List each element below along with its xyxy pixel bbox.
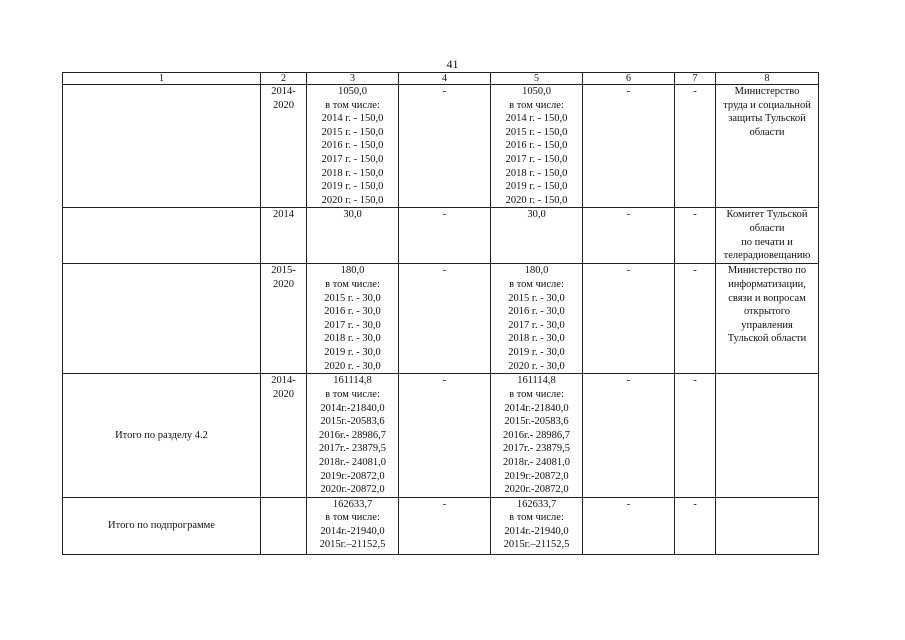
table-row — [63, 208, 819, 264]
cell-line: 2016г.- 28986,7 — [503, 429, 570, 441]
cell-line: по печати и — [741, 236, 793, 248]
cell-line: в том числе: — [509, 99, 564, 111]
cell-line: 2019 г. - 30,0 — [508, 346, 565, 358]
dash-value: - — [442, 86, 447, 97]
cell-line: 2019г.-20872,0 — [504, 470, 569, 482]
amount-cell — [307, 208, 399, 264]
dash-value: - — [626, 265, 631, 277]
cell-line: телерадиовещанию — [723, 250, 811, 262]
cell-line: 1050,0 — [338, 86, 367, 97]
cell-line: 2018г.- 24081,0 — [503, 456, 570, 468]
amount-cell — [491, 374, 583, 497]
cell-line: 2015 г. - 150,0 — [321, 126, 384, 138]
cell-line: Министерство по — [727, 265, 807, 277]
header-cell: 8 — [716, 73, 819, 85]
dash-value: - — [442, 209, 447, 221]
col4-cell — [399, 208, 491, 264]
cell-line: области — [749, 126, 785, 138]
cell-line: 2017г.- 23879,5 — [319, 443, 386, 455]
dash-value: - — [693, 86, 697, 97]
cell-line: 2017 г. - 30,0 — [324, 319, 381, 331]
cell-line: 2020 г. - 150,0 — [321, 194, 384, 206]
period-cell — [261, 264, 307, 374]
table-row — [63, 497, 819, 554]
cell-line: 2016 г. - 150,0 — [505, 140, 568, 152]
cell-line: труда и социальной — [723, 99, 811, 111]
cell-line: 2020 — [273, 99, 294, 111]
amount-cell — [491, 264, 583, 374]
cell-line: 2016 г. - 30,0 — [324, 306, 381, 318]
cell-line: защиты Тульской — [728, 113, 806, 125]
col6-cell — [583, 264, 675, 374]
header-cell: 5 — [491, 73, 583, 85]
cell-line: 2018 г. - 30,0 — [324, 333, 381, 345]
cell-line: в том числе: — [509, 512, 564, 524]
cell-line: 2017 г. - 150,0 — [321, 153, 384, 165]
header-cell: 3 — [307, 73, 399, 85]
executor-cell — [716, 208, 819, 264]
cell-line: в том числе: — [325, 512, 380, 524]
cell-line: 2015 г. - 150,0 — [505, 126, 568, 138]
cell-line: 2014 г. - 150,0 — [321, 113, 384, 125]
cell-line: 2014- — [271, 375, 296, 387]
cell-line: управления — [741, 319, 793, 331]
cell-line: 2015- — [271, 265, 296, 277]
amount-cell — [307, 497, 399, 554]
cell-line: 30,0 — [343, 209, 362, 221]
budget-table — [62, 72, 819, 555]
cell-line: 2018 г. - 150,0 — [505, 167, 568, 179]
cell-line: 2018 г. - 150,0 — [321, 167, 384, 179]
cell-line: 2019г.-20872,0 — [320, 470, 385, 482]
col6-cell — [583, 208, 675, 264]
cell-line: 162633,7 — [516, 498, 557, 510]
cell-line: 2020г.-20872,0 — [320, 484, 385, 496]
col7-cell — [675, 85, 716, 208]
cell-line: 2020 — [273, 278, 294, 290]
cell-line: 2017 г. - 150,0 — [505, 153, 568, 165]
cell-line: 2019 г. - 30,0 — [324, 346, 381, 358]
cell-line: 2020г.-20872,0 — [504, 484, 569, 496]
dash-value: - — [693, 375, 697, 387]
period-cell — [261, 374, 307, 497]
cell-line: Министерство — [734, 86, 800, 97]
dash-value: - — [626, 86, 631, 97]
cell-line: Тульской области — [727, 333, 807, 345]
cell-line: в том числе: — [325, 388, 380, 400]
cell-line: Комитет Тульской — [726, 209, 808, 221]
dash-value: - — [693, 209, 697, 221]
page-number: 41 — [446, 57, 459, 71]
cell-line: 2019 г. - 150,0 — [321, 181, 384, 193]
cell-line: 2015г.–21152,5 — [319, 539, 386, 551]
dash-value: - — [626, 209, 631, 221]
col7-cell — [675, 208, 716, 264]
cell-line: 1050,0 — [522, 86, 551, 97]
cell-line: 2016г.- 28986,7 — [319, 429, 386, 441]
header-row — [63, 73, 819, 85]
row-label-cell — [63, 264, 261, 374]
cell-line: 2020 г. - 30,0 — [324, 360, 381, 372]
header-cell: 1 — [63, 73, 261, 85]
cell-line: 2018 г. - 30,0 — [508, 333, 565, 345]
header-cell: 4 — [399, 73, 491, 85]
dash-value: - — [626, 375, 631, 387]
cell-line: связи и вопросам — [728, 292, 806, 304]
period-cell — [261, 85, 307, 208]
cell-line: 2016 г. - 150,0 — [321, 140, 384, 152]
cell-line: в том числе: — [509, 278, 564, 290]
cell-line: 161114,8 — [333, 375, 372, 387]
cell-line: 2020 г. - 150,0 — [505, 194, 568, 206]
col7-cell — [675, 264, 716, 374]
header-cell: 7 — [675, 73, 716, 85]
cell-line: 2020 — [273, 388, 294, 400]
col6-cell — [583, 374, 675, 497]
cell-line: 2014 г. - 150,0 — [505, 113, 568, 125]
dash-value: - — [442, 498, 447, 510]
col7-cell — [675, 497, 716, 554]
cell-line: открытого — [743, 306, 791, 318]
amount-cell — [307, 264, 399, 374]
executor-cell — [716, 264, 819, 374]
cell-line: 2015г.-20583,6 — [320, 416, 385, 428]
header-cell: 6 — [583, 73, 675, 85]
cell-line: 2017 г. - 30,0 — [508, 319, 565, 331]
amount-cell — [307, 374, 399, 497]
period-cell — [261, 497, 307, 554]
cell-line: 2015 г. - 30,0 — [508, 292, 565, 304]
amount-cell — [307, 85, 399, 208]
row-label-cell — [63, 208, 261, 264]
dash-value: - — [693, 265, 697, 277]
cell-line: 2018г.- 24081,0 — [319, 456, 386, 468]
table-row — [63, 264, 819, 374]
cell-line: 2020 г. - 30,0 — [508, 360, 565, 372]
row-label-cell: Итого по подпрограмме — [63, 497, 261, 554]
executor-cell — [716, 85, 819, 208]
table-row — [63, 85, 819, 208]
executor-cell — [716, 374, 819, 497]
cell-line: 2015 г. - 30,0 — [324, 292, 381, 304]
cell-line: 2015г.-20583,6 — [504, 416, 569, 428]
cell-line: области — [749, 222, 785, 234]
col4-cell — [399, 264, 491, 374]
header-cell: 2 — [261, 73, 307, 85]
cell-line: 2015г.–21152,5 — [503, 539, 570, 551]
dash-value: - — [626, 498, 631, 510]
period-cell — [261, 208, 307, 264]
cell-line: 180,0 — [340, 265, 365, 277]
col4-cell — [399, 85, 491, 208]
cell-line: 2014г.-21940,0 — [320, 525, 385, 537]
row-label-cell: Итого по разделу 4.2 — [63, 374, 261, 497]
cell-line: 2014 — [273, 209, 294, 221]
amount-cell — [491, 497, 583, 554]
cell-line: 30,0 — [527, 209, 546, 221]
row-label-cell — [63, 85, 261, 208]
amount-cell — [491, 85, 583, 208]
amount-cell — [491, 208, 583, 264]
col7-cell — [675, 374, 716, 497]
cell-line: 2017г.- 23879,5 — [503, 443, 570, 455]
dash-value: - — [693, 498, 697, 510]
cell-line: 162633,7 — [332, 498, 373, 510]
cell-line: 2014г.-21840,0 — [320, 402, 385, 414]
cell-line: 161114,8 — [517, 375, 556, 387]
cell-line: 2014- — [271, 86, 296, 97]
col6-cell — [583, 497, 675, 554]
dash-value: - — [442, 375, 447, 387]
cell-line: 2016 г. - 30,0 — [508, 306, 565, 318]
dash-value: - — [442, 265, 447, 277]
table-body — [63, 85, 819, 555]
cell-line: 2019 г. - 150,0 — [505, 181, 568, 193]
executor-cell — [716, 497, 819, 554]
cell-line: в том числе: — [325, 278, 380, 290]
col4-cell — [399, 374, 491, 497]
cell-line: 2014г.-21840,0 — [504, 402, 569, 414]
col4-cell — [399, 497, 491, 554]
table-row — [63, 374, 819, 497]
cell-line: 180,0 — [524, 265, 549, 277]
cell-line: 2014г.-21940,0 — [504, 525, 569, 537]
cell-line: в том числе: — [325, 99, 380, 111]
cell-line: в том числе: — [509, 388, 564, 400]
cell-line: информатизации, — [728, 278, 806, 290]
col6-cell — [583, 85, 675, 208]
